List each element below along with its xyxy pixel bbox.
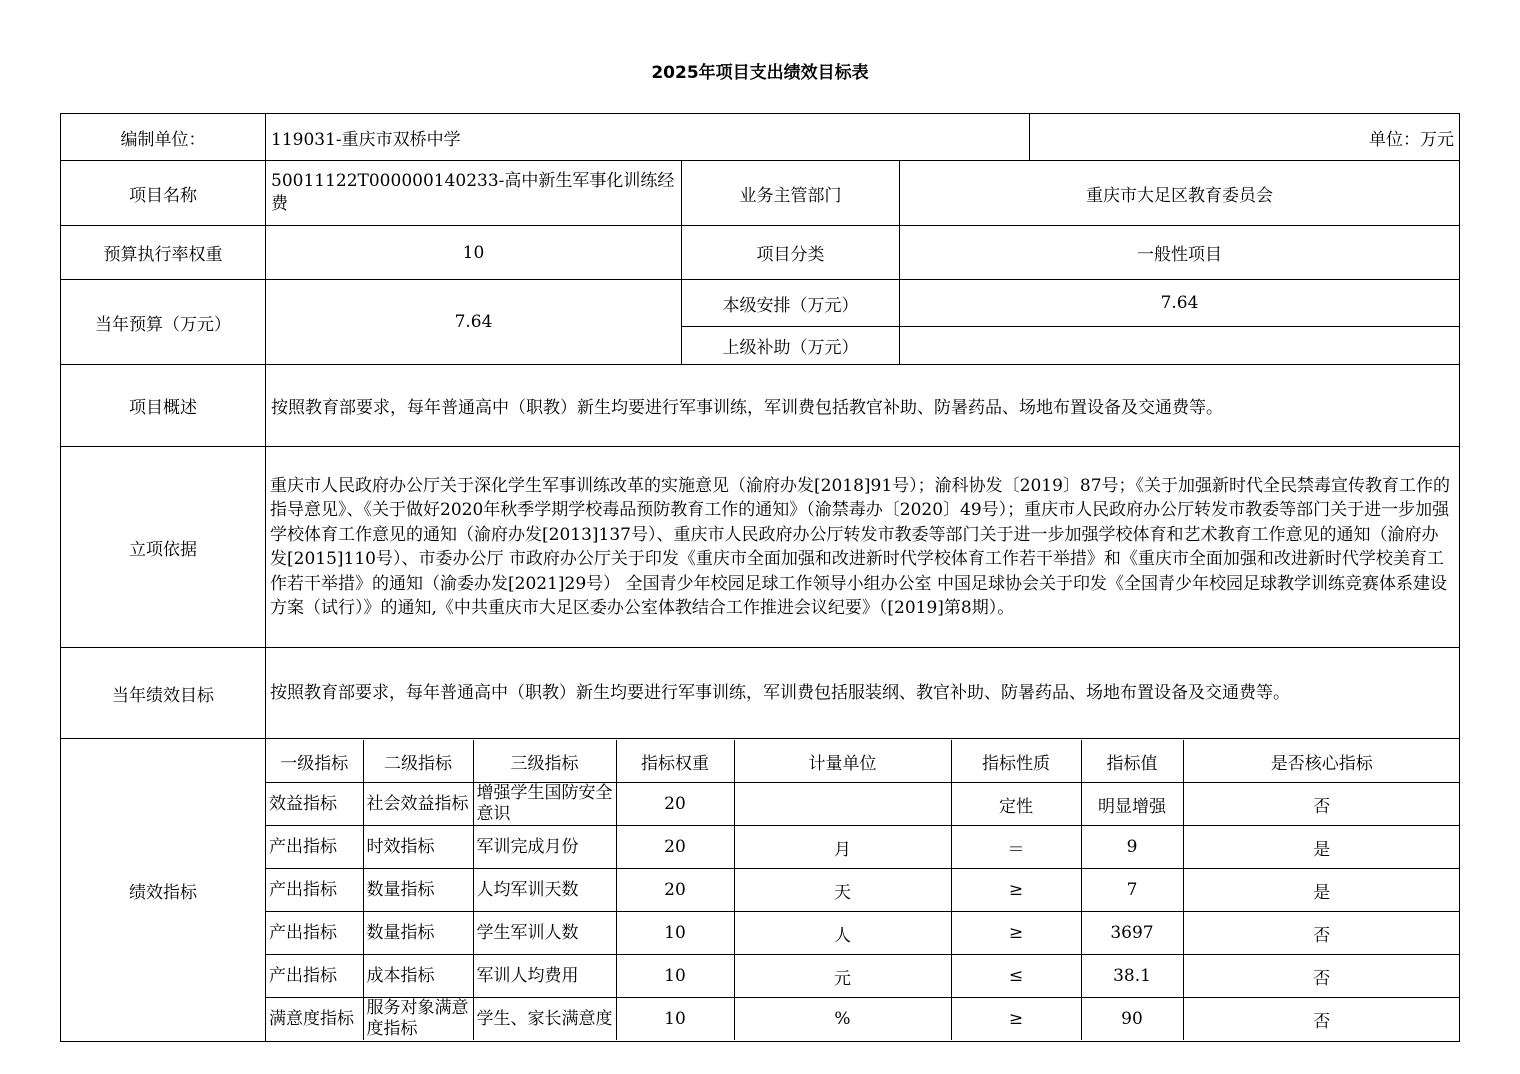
goal-label: 当年绩效目标 bbox=[61, 648, 266, 739]
cell-core: 否 bbox=[1183, 783, 1460, 826]
table-row bbox=[266, 998, 1460, 1041]
cell-level2 bbox=[363, 783, 473, 826]
table-row bbox=[266, 912, 1460, 955]
cell-text: 成本指标 bbox=[366, 965, 435, 986]
header-level2: 二级指标 bbox=[363, 740, 473, 783]
indicators-table bbox=[266, 740, 1460, 1040]
cell-text: 军训人均费用 bbox=[476, 965, 579, 986]
cell-weight: 20 bbox=[616, 783, 734, 826]
cell-unit bbox=[734, 783, 951, 826]
cell-unit: 元 bbox=[734, 955, 951, 998]
cell-core: 是 bbox=[1183, 869, 1460, 912]
cell-level2 bbox=[363, 826, 473, 869]
basis-value: 重庆市人民政府办公厅关于深化学生军事训练改革的实施意见（渝府办发[2018]91号）；渝科协发〔2019〕87号；《关于加强新时代全民禁毒宣传教育工作的指导意见》、《关于做好2020年秋季学期学校毒品预防教育工作的通知》（渝禁毒办〔2020〕49号）；重庆市人民政府办公厅转发市教委等部门关于进一步加强学校体育工作意见的通知（渝府办发[2013]137号）、重庆市人民政府办公厅转发市教委等部门关于进一步加强学校体育和艺术教育工作意见的通知（渝府办发[2015]110号）、市委办公厅 市政府办公厅关于印发《重庆市全面加强和改进新时代学校体育工作若干举措》和《重庆市全面加强和改进新时代学校美育工作若干举措》的通知（渝委办发[2021]29号） 全国青少年校园足球工作领导小组办公室 中国足球协会关于印发《全国青少年校园足球教学训练竞赛体系建设方案（试行）》的通知,《中共重庆市大足区委办公室体教结合工作推进会议纪要》（[2019]第8期）。 bbox=[266, 447, 1460, 648]
cell-text: 产出指标 bbox=[269, 922, 337, 943]
cell-text: 军训完成月份 bbox=[476, 836, 579, 857]
cell-unit: % bbox=[734, 998, 951, 1041]
cell-text: 产出指标 bbox=[269, 965, 337, 986]
overview-label: 项目概述 bbox=[61, 365, 266, 447]
cell-level2 bbox=[363, 955, 473, 998]
budget-label: 当年预算（万元） bbox=[61, 280, 266, 365]
cell-value: 38.1 bbox=[1081, 955, 1183, 998]
cell-weight: 10 bbox=[616, 955, 734, 998]
cell-nature: ≥ bbox=[951, 998, 1081, 1041]
cell-core: 否 bbox=[1183, 998, 1460, 1041]
header-level1: 一级指标 bbox=[266, 740, 363, 783]
cell-nature: ≥ bbox=[951, 869, 1081, 912]
dept-value: 重庆市大足区教育委员会 bbox=[900, 161, 1460, 226]
cell-text: 社会效益指标 bbox=[366, 793, 469, 814]
table-row bbox=[266, 783, 1460, 826]
table-row bbox=[266, 826, 1460, 869]
cell-level2 bbox=[363, 998, 473, 1041]
overview-value: 按照教育部要求，每年普通高中（职教）新生均要进行军事训练，军训费包括教官补助、防暑药品、场地布置设备及交通费等。 bbox=[266, 365, 1460, 447]
cell-text: 满意度指标 bbox=[269, 1008, 354, 1029]
table-row bbox=[266, 869, 1460, 912]
indicators-header-row bbox=[266, 740, 1460, 783]
basis-label: 立项依据 bbox=[61, 447, 266, 648]
header-weight: 指标权重 bbox=[616, 740, 734, 783]
cell-text: 数量指标 bbox=[366, 879, 435, 900]
weight-label: 预算执行率权重 bbox=[61, 226, 266, 280]
cell-text: 效益指标 bbox=[269, 793, 337, 814]
cell-unit: 天 bbox=[734, 869, 951, 912]
project-name-value: 50011122T000000140233-高中新生军事化训练经费 bbox=[266, 161, 682, 226]
dept-label: 业务主管部门 bbox=[682, 161, 900, 226]
indicators-body bbox=[266, 740, 1460, 1040]
cell-weight: 20 bbox=[616, 869, 734, 912]
unit-label: 单位：万元 bbox=[1030, 114, 1460, 161]
indicators-label: 绩效指标 bbox=[61, 739, 266, 1042]
cell-text: 学生、家长满意度 bbox=[476, 1008, 613, 1029]
cell-level3 bbox=[473, 998, 616, 1041]
cell-weight: 20 bbox=[616, 826, 734, 869]
cell-level3 bbox=[473, 783, 616, 826]
project-name-label: 项目名称 bbox=[61, 161, 266, 226]
upper-value bbox=[900, 327, 1460, 365]
cell-core: 否 bbox=[1183, 955, 1460, 998]
cell-level1 bbox=[266, 955, 363, 998]
cell-text: 时效指标 bbox=[366, 836, 435, 857]
cell-level3 bbox=[473, 869, 616, 912]
header-value: 指标值 bbox=[1081, 740, 1183, 783]
cell-nature: ≤ bbox=[951, 955, 1081, 998]
cell-level3 bbox=[473, 912, 616, 955]
cell-value: 7 bbox=[1081, 869, 1183, 912]
cell-value: 90 bbox=[1081, 998, 1183, 1041]
cell-level1 bbox=[266, 869, 363, 912]
header-core: 是否核心指标 bbox=[1183, 740, 1460, 783]
cell-text: 产出指标 bbox=[269, 836, 337, 857]
cell-weight: 10 bbox=[616, 912, 734, 955]
local-label: 本级安排（万元） bbox=[682, 280, 900, 327]
cell-value: 明显增强 bbox=[1081, 783, 1183, 826]
performance-target-table bbox=[60, 113, 1460, 1042]
org-value: 119031-重庆市双桥中学 bbox=[266, 114, 1030, 161]
cell-level3 bbox=[473, 955, 616, 998]
cell-level1 bbox=[266, 998, 363, 1041]
header-level3: 三级指标 bbox=[473, 740, 616, 783]
cell-nature: ＝ bbox=[951, 826, 1081, 869]
cell-level2 bbox=[363, 869, 473, 912]
cell-unit: 人 bbox=[734, 912, 951, 955]
cell-text: 数量指标 bbox=[366, 922, 435, 943]
weight-value: 10 bbox=[266, 226, 682, 280]
cell-text: 产出指标 bbox=[269, 879, 337, 900]
cell-level2 bbox=[363, 912, 473, 955]
local-value: 7.64 bbox=[900, 280, 1460, 327]
header-unit: 计量单位 bbox=[734, 740, 951, 783]
cell-value: 3697 bbox=[1081, 912, 1183, 955]
upper-label: 上级补助（万元） bbox=[682, 327, 900, 365]
cell-unit: 月 bbox=[734, 826, 951, 869]
cell-text: 学生军训人数 bbox=[476, 922, 579, 943]
indicators-cell bbox=[266, 739, 1460, 1042]
cell-text: 服务对象满意度指标 bbox=[366, 998, 469, 1039]
category-value: 一般性项目 bbox=[900, 226, 1460, 280]
header-nature: 指标性质 bbox=[951, 740, 1081, 783]
goal-value: 按照教育部要求，每年普通高中（职教）新生均要进行军事训练，军训费包括服装纲、教官补助、防暑药品、场地布置设备及交通费等。 bbox=[266, 648, 1460, 739]
cell-weight: 10 bbox=[616, 998, 734, 1041]
cell-level1 bbox=[266, 783, 363, 826]
cell-value: 9 bbox=[1081, 826, 1183, 869]
org-label: 编制单位： bbox=[61, 114, 266, 161]
budget-value: 7.64 bbox=[266, 280, 682, 365]
cell-text: 人均军训天数 bbox=[476, 879, 579, 900]
cell-nature: ≥ bbox=[951, 912, 1081, 955]
cell-core: 是 bbox=[1183, 826, 1460, 869]
cell-level1 bbox=[266, 826, 363, 869]
category-label: 项目分类 bbox=[682, 226, 900, 280]
cell-level3 bbox=[473, 826, 616, 869]
cell-nature: 定性 bbox=[951, 783, 1081, 826]
cell-text: 增强学生国防安全意识 bbox=[476, 783, 613, 824]
page-title: 2025年项目支出绩效目标表 bbox=[651, 63, 869, 83]
cell-level1 bbox=[266, 912, 363, 955]
cell-core: 否 bbox=[1183, 912, 1460, 955]
table-row bbox=[266, 955, 1460, 998]
